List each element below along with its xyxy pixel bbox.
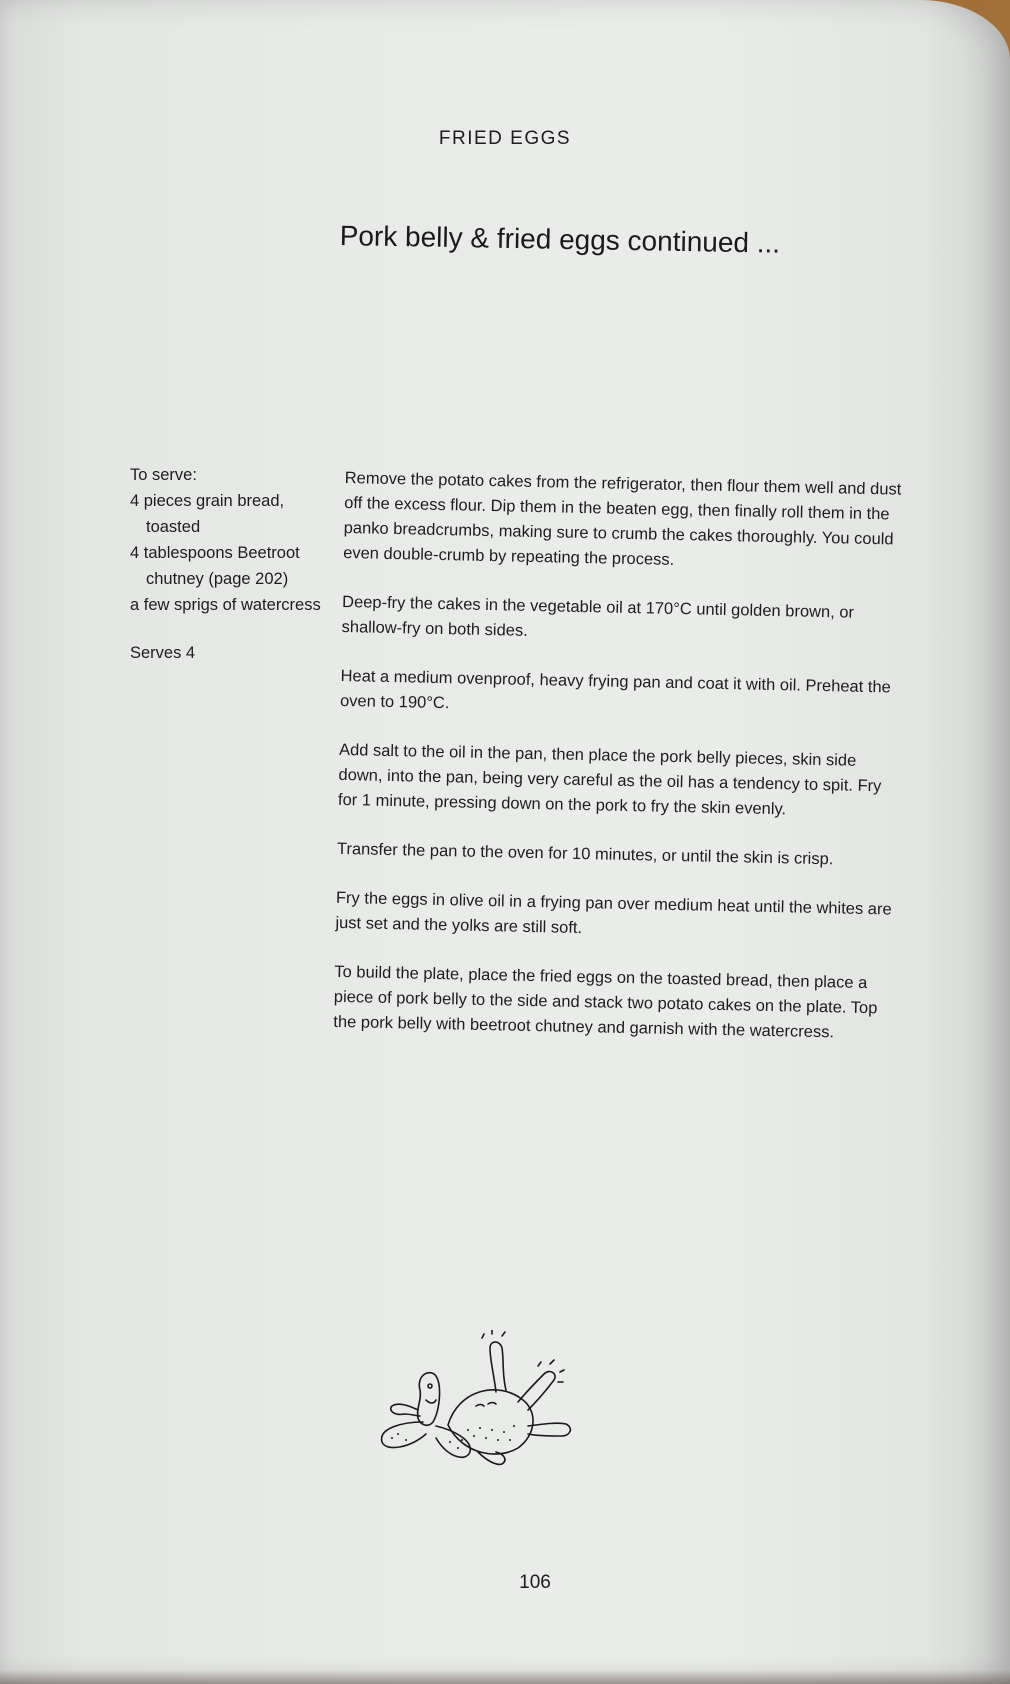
method-paragraph: Deep-fry the cakes in the vegetable oil at 170°C until golden brown, or shallow-fry on both sides.: [341, 592, 855, 640]
dog-illustration: [378, 1330, 608, 1500]
page-edge-shadow: [0, 1670, 1010, 1684]
method-paragraph: Add salt to the oil in the pan, then place the pork belly pieces, skin side down, into the pan, being very careful as the oil has a tendency to spit. Fry for 1 minute, pressing down on the pork to fry the skin evenly.: [337, 740, 882, 819]
ingredient-line-cont: chutney (page 202): [146, 570, 289, 588]
ingredient-line-cont: toasted: [146, 518, 201, 536]
sidebar-heading: To serve:: [130, 466, 197, 484]
method-paragraph: Fry the eggs in olive oil in a frying pan over medium heat until the whites are just set and the yolks are still soft.: [335, 888, 892, 938]
serves-count: Serves 4: [130, 644, 196, 662]
method-paragraph: Heat a medium ovenproof, heavy frying pan and coat it with oil. Preheat the oven to 190°C.: [339, 666, 891, 713]
method-text: [333, 466, 905, 1071]
running-head: FRIED EGGS: [438, 128, 572, 149]
ingredients-sidebar: [130, 462, 340, 666]
ingredient-line: 4 pieces grain bread,: [130, 492, 285, 510]
page-number: 106: [519, 1572, 551, 1593]
method-paragraph: Transfer the pan to the oven for 10 minutes, or until the skin is crisp.: [336, 839, 834, 869]
method-paragraph: To build the plate, place the fried eggs on the toasted bread, then place a piece of pork belly to the side and stack two potato cakes on the plate. Top the pork belly with beetroot chutney and garnish with the watercress.: [333, 962, 878, 1042]
ingredient-line: a few sprigs of watercress: [130, 596, 321, 614]
recipe-title: Pork belly & fried eggs continued ...: [339, 220, 781, 259]
ingredient-line: 4 tablespoons Beetroot: [130, 544, 300, 562]
method-paragraph: Remove the potato cakes from the refrigerator, then flour them well and dust off the excess flour. Dip them in the beaten egg, then finally roll them in the panko breadcrumbs, making sure to crumb the cakes thoroughly. You could even double-crumb by repeating the process.: [342, 468, 902, 569]
